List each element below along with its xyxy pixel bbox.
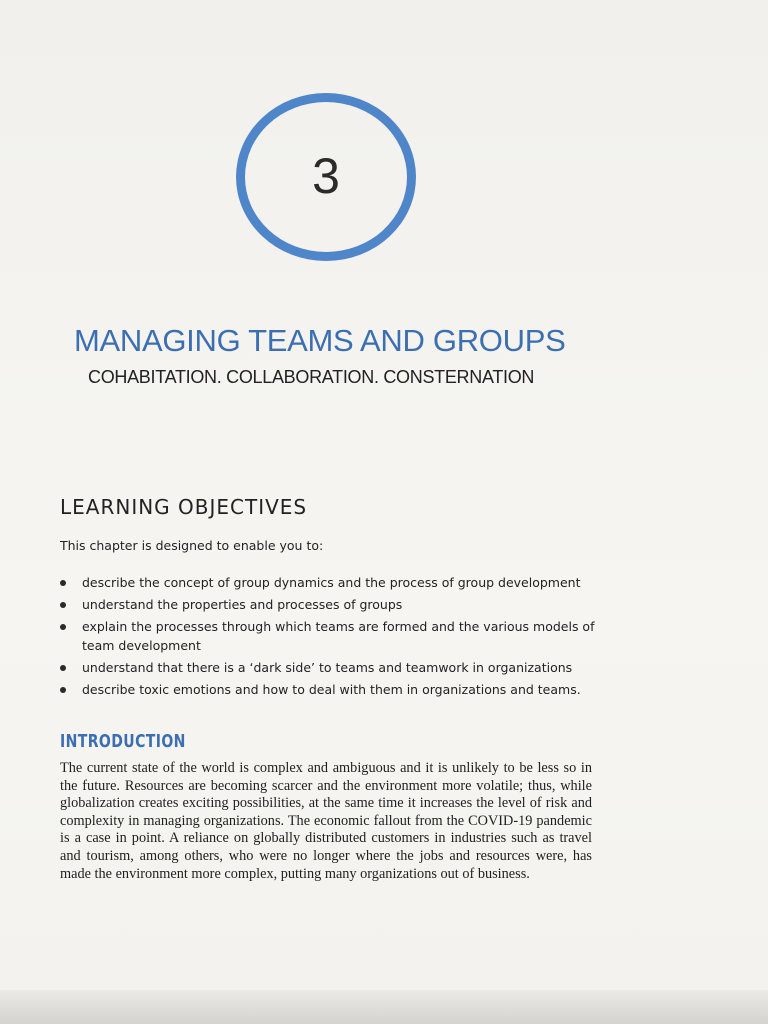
learning-objectives-intro: This chapter is designed to enable you to:	[60, 538, 324, 553]
list-item	[60, 573, 600, 592]
objective-text: explain the processes through which teams are formed and the various models of team development	[82, 619, 595, 653]
list-item	[60, 680, 600, 699]
objective-text: understand that there is a ‘dark side’ to teams and teamwork in organizations	[82, 660, 573, 675]
chapter-number: 3	[312, 148, 340, 204]
chapter-title: MANAGING TEAMS AND GROUPS	[74, 323, 566, 358]
objective-text: describe toxic emotions and how to deal with them in organizations and teams.	[82, 682, 581, 697]
bullet-icon	[60, 665, 66, 671]
introduction-paragraph: The current state of the world is complex and ambiguous and it is unlikely to be less so in the future. Resources are becoming scarcer and the environment more volatile; thus, while globalization creates exciting possibilities, at the same time it increases the level of risk and complexity in managing organizations. The economic fallout from the COVID-19 pandemic is a case in point. A reliance on globally distributed customers in industries such as travel and tourism, among others, who were no longer where the jobs and resources were, has made the environment more complex, putting many organizations out of business.	[60, 760, 592, 882]
objective-text: describe the concept of group dynamics and the process of group development	[82, 575, 581, 590]
introduction-heading: INTRODUCTION	[60, 731, 186, 752]
list-item	[60, 595, 600, 614]
learning-objectives-heading: LEARNING OBJECTIVES	[60, 495, 308, 519]
learning-objectives-list	[60, 573, 600, 702]
list-item	[60, 617, 600, 655]
bullet-icon	[60, 624, 66, 630]
chapter-subtitle: COHABITATION. COLLABORATION. CONSTERNATION	[88, 367, 535, 387]
page-edge	[0, 990, 768, 1024]
bullet-icon	[60, 602, 66, 608]
chapter-number-ring	[236, 93, 416, 261]
objective-text: understand the properties and processes of groups	[82, 597, 403, 612]
list-item	[60, 658, 600, 677]
bullet-icon	[60, 580, 66, 586]
bullet-icon	[60, 687, 66, 693]
